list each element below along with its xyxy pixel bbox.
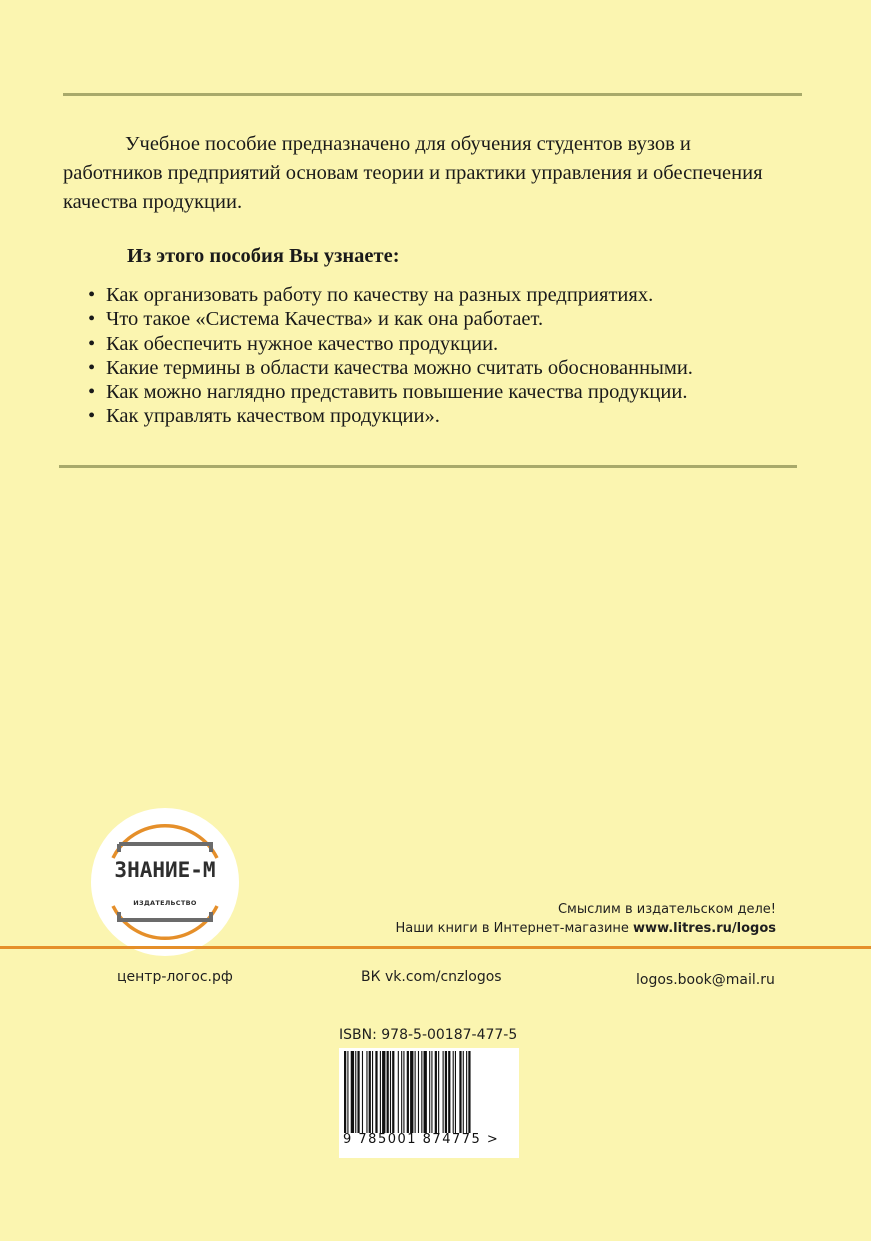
list-item: • Как обеспечить нужное качество продукции. (88, 332, 499, 355)
barcode-bar (438, 1051, 439, 1133)
logo-name: ЗНАНИЕ-М (114, 858, 216, 882)
barcode-bar (415, 1051, 416, 1133)
vk-link[interactable]: ВК vk.com/cnzlogos (361, 969, 502, 985)
barcode-bar (380, 1051, 381, 1133)
barcode-bar (369, 1051, 371, 1133)
barcode-bar (362, 1051, 363, 1133)
site-link[interactable]: центр-логос.рф (117, 969, 233, 985)
barcode-bar (424, 1051, 427, 1133)
barcode-bar (407, 1051, 409, 1133)
barcode-bar (366, 1051, 367, 1133)
list-item: • Как управлять качеством продукции». (88, 405, 440, 428)
barcode-icon (344, 1051, 514, 1133)
barcode-bar (435, 1051, 437, 1133)
barcode-bar (448, 1051, 450, 1133)
list-item: • Как организовать работу по качеству на разных предприятиях. (88, 284, 654, 306)
bullet-icon: • (88, 356, 96, 379)
slogan-line: Смыслим в издательском деле! (557, 902, 776, 917)
barcode-bar (466, 1051, 467, 1133)
bullet-icon: • (88, 381, 96, 404)
middle-divider (59, 465, 797, 468)
list-item: • Какие термины в области качества можно считать обоснованными. (88, 356, 693, 379)
barcode-bar (387, 1051, 389, 1133)
barcode-bar (455, 1051, 456, 1133)
barcode-digits: 9 785001 874775 > (343, 1132, 500, 1147)
learn-heading: Из этого пособия Вы узнаете: (127, 245, 400, 267)
orange-divider (0, 946, 871, 949)
barcode-bar (382, 1051, 385, 1133)
barcode-bar (357, 1051, 359, 1133)
barcode-bar (401, 1051, 402, 1133)
barcode-bar (375, 1051, 377, 1133)
barcode-bar (421, 1051, 422, 1133)
barcode-bar (344, 1051, 346, 1133)
logo-subtitle: ИЗДАТЕЛЬСТВО (133, 899, 197, 907)
barcode-bar (355, 1051, 356, 1133)
barcode-bar (445, 1051, 447, 1133)
bullet-icon: • (88, 332, 96, 355)
barcode-bar (392, 1051, 394, 1133)
barcode-bar (468, 1051, 470, 1133)
top-divider (63, 93, 802, 96)
barcode-bar (463, 1051, 464, 1133)
barcode-bar (453, 1051, 454, 1133)
isbn-label: ISBN: 978-5-00187-477-5 (339, 1027, 518, 1043)
publisher-slogan (395, 900, 776, 938)
store-line: Наши книги в Интернет-магазине www.litres.ru/logos (395, 921, 776, 936)
bullet-icon: • (88, 405, 96, 428)
barcode-bar (429, 1051, 430, 1133)
barcode-bar (410, 1051, 413, 1133)
barcode-bar (431, 1051, 432, 1133)
barcode-bar (390, 1051, 391, 1133)
barcode-bar (398, 1051, 399, 1133)
list-item: • Что такое «Система Качества» и как она работает. (88, 308, 544, 331)
email-link[interactable]: logos.book@mail.ru (636, 972, 775, 988)
bullet-icon: • (88, 308, 96, 331)
intro-paragraph: Учебное пособие предназначено для обучения студентов вузов и работников предприятий основам теории и практики управления и обеспечения качества продукции. (63, 133, 763, 213)
learn-list (84, 283, 693, 429)
barcode-bar (403, 1051, 404, 1133)
bullet-icon: • (88, 284, 96, 306)
barcode-bar (351, 1051, 354, 1133)
barcode-bar (372, 1051, 373, 1133)
list-item: • Как можно наглядно представить повышение качества продукции. (88, 381, 688, 404)
store-link[interactable]: www.litres.ru/logos (633, 921, 776, 936)
barcode-bar (459, 1051, 461, 1133)
logo-frame-icon (91, 808, 239, 956)
barcode-bar (418, 1051, 419, 1133)
barcode-bar (347, 1051, 348, 1133)
barcode-bar (443, 1051, 444, 1133)
